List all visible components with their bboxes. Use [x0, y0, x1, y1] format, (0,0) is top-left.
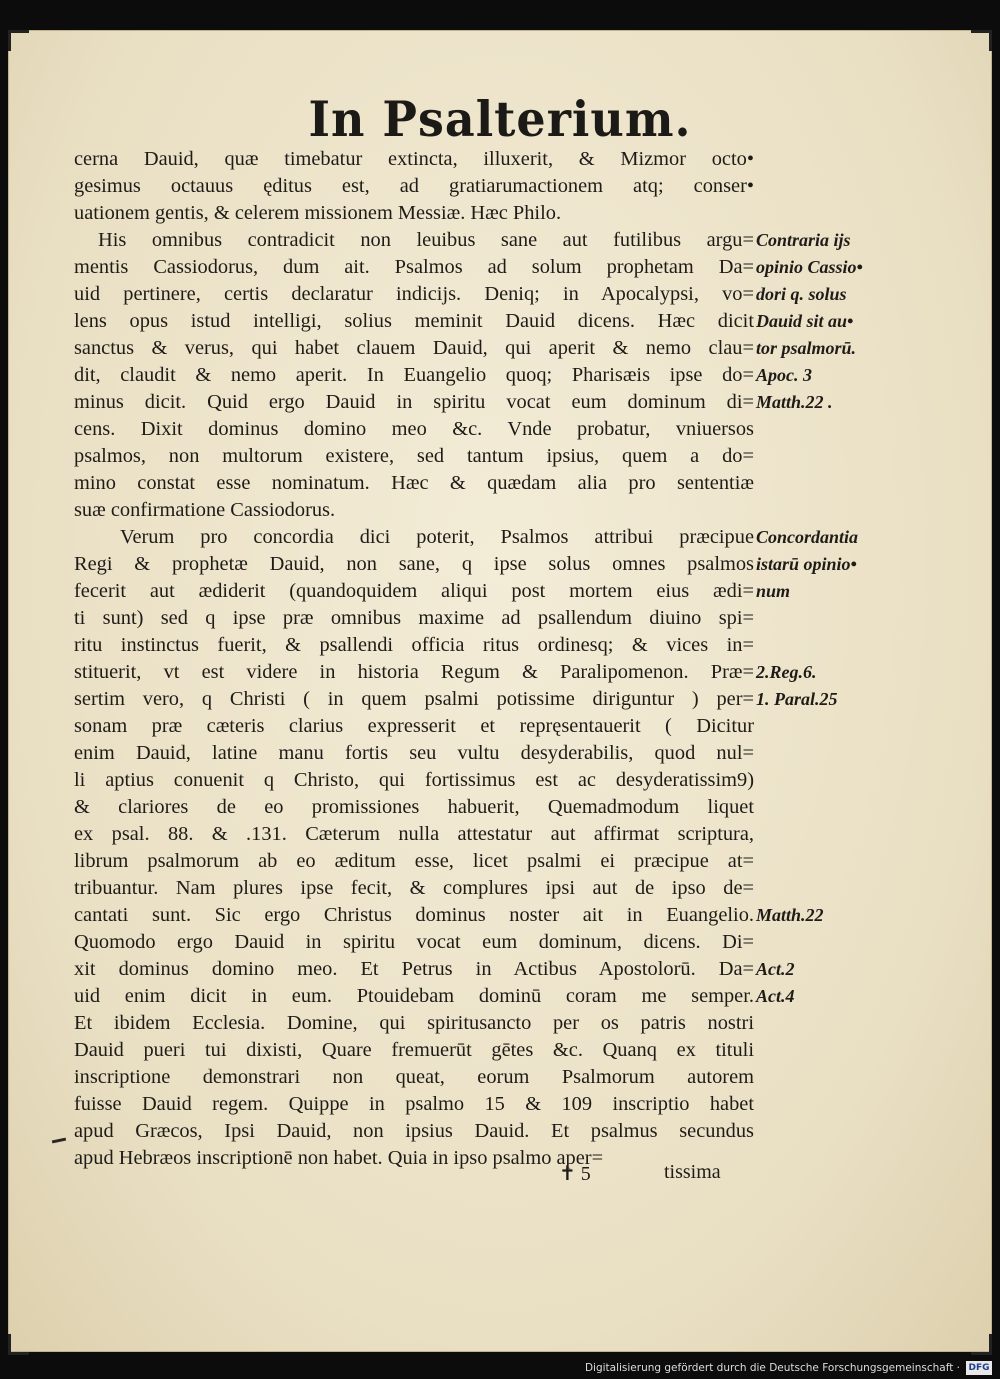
- margin-note: dori q. solus: [756, 284, 847, 304]
- text-line: psalmos, non multorum existere, sed tantum ipsius, quem a do=: [74, 445, 754, 467]
- text-line: cantati sunt. Sic ergo Christus dominus noster ait in Euangelio.: [74, 904, 754, 926]
- margin-note: istarū opinio•: [756, 554, 857, 574]
- margin-note: opinio Cassio•: [756, 257, 863, 277]
- funding-note: Digitalisierung gefördert durch die Deutsche Forschungsgemeinschaft ·: [584, 1362, 960, 1374]
- text-line: stituerit, vt est videre in historia Regum & Paralipomenon. Præ=: [74, 661, 754, 683]
- text-line: li aptius conuenit q Christo, qui fortissimus est ac desyderatissim9): [74, 769, 754, 791]
- text-line: librum psalmorum ab eo æditum esse, licet psalmi ei præcipue at=: [74, 850, 754, 872]
- text-line: uationem gentis, & celerem missionem Messiæ. Hæc Philo.: [74, 202, 562, 224]
- text-line: apud Græcos, Ipsi Dauid, non ipsius Dauid. Et psalmus secundus: [74, 1120, 754, 1142]
- margin-note: Act.4: [756, 986, 795, 1006]
- text-line: Verum pro concordia dici poterit, Psalmos attribui præcipue: [120, 526, 754, 548]
- text-line: fecerit aut ædiderit (quandoquidem aliqui post mortem eius ædi=: [74, 580, 754, 602]
- text-line: minus dicit. Quid ergo Dauid in spiritu vocat eum dominum di=: [74, 391, 754, 413]
- text-line: Et ibidem Ecclesia. Domine, qui spiritusancto per os patris nostri: [74, 1012, 754, 1034]
- catchword: tissima: [664, 1161, 721, 1183]
- text-line: tribuantur. Nam plures ipse fecit, & complures ipsi aut de ipso de=: [74, 877, 754, 899]
- text-line: gesimus octauus ęditus est, ad gratiarumactionem atq; conser•: [74, 175, 754, 197]
- crop-mark-top-left: [8, 30, 29, 51]
- text-line: enim Dauid, latine manu fortis seu vultu desyderabilis, quod nul=: [74, 742, 754, 764]
- text-line: ritu instinctus fuerit, & psallendi officia ritus ordinesq; & vices in=: [74, 634, 754, 656]
- text-line: dit, claudit & nemo aperit. In Euangelio quoq; Pharisæis ipse do=: [74, 364, 754, 386]
- margin-note: 2.Reg.6.: [756, 662, 817, 682]
- margin-note: Dauid sit au•: [756, 311, 854, 331]
- crop-mark-bottom-left: [8, 1334, 29, 1355]
- text-line: uid pertinere, certis declaratur indicijs. Deniq; in Apocalypsi, vo=: [74, 283, 754, 305]
- text-line: mentis Cassiodorus, dum ait. Psalmos ad solum prophetam Da=: [74, 256, 754, 278]
- text-line: sanctus & verus, qui habet clauem Dauid, qui aperit & nemo clau=: [74, 337, 754, 359]
- signature-mark: ✝ 5: [559, 1163, 591, 1185]
- crop-mark-bottom-right: [971, 1334, 992, 1355]
- margin-note: num: [756, 581, 791, 601]
- margin-note: Apoc. 3: [756, 365, 812, 385]
- text-line: ex psal. 88. & .131. Cæterum nulla attestatur aut affirmat scriptura,: [74, 823, 754, 845]
- text-line: & clariores de eo promissiones habuerit, Quemadmodum liquet: [74, 796, 754, 818]
- text-line: ti sunt) sed q ipse præ omnibus maxime ad psallendum diuino spi=: [74, 607, 754, 629]
- text-line: cerna Dauid, quæ timebatur extincta, illuxerit, & Mizmor octo•: [74, 148, 754, 170]
- text-line: uid enim dicit in eum. Ptouidebam dominū coram me semper.: [74, 985, 754, 1007]
- text-line: inscriptione demonstrari non queat, eorum Psalmorum autorem: [74, 1066, 754, 1088]
- text-line: mino constat esse nominatum. Hæc & quædam alia pro sententiæ: [74, 472, 754, 494]
- running-header: In Psalterium.: [308, 90, 692, 148]
- margin-note: Matth.22: [756, 905, 824, 925]
- dfg-logo: DFG: [966, 1361, 992, 1375]
- text-line: Dauid pueri tui dixisti, Quare fremuerūt gētes &c. Quanq ex tituli: [74, 1039, 754, 1061]
- signature-line: [74, 1161, 754, 1188]
- text-line: Quomodo ergo Dauid in spiritu vocat eum dominum, dicens. Di=: [74, 931, 754, 953]
- margin-note: 1. Paral.25: [756, 689, 838, 709]
- body-text: [74, 146, 754, 1172]
- text-line: lens opus istud intelligi, solius meminit Dauid dicens. Hæc dicit: [74, 310, 754, 332]
- text-line: Regi & prophetæ Dauid, non sane, q ipse solus omnes psalmos: [74, 553, 754, 575]
- text-line: sonam præ cæteris clarius expresserit et repręsentauerit ( Dicitur: [74, 715, 754, 737]
- text-line: xit dominus domino meo. Et Petrus in Actibus Apostolorū. Da=: [74, 958, 754, 980]
- margin-note: Concordantia: [756, 527, 859, 547]
- margin-note: tor psalmorū.: [756, 338, 857, 358]
- text-line: cens. Dixit dominus domino meo &c. Vnde probatur, vniuersos: [74, 418, 754, 440]
- text-line: suæ confirmatione Cassiodorus.: [74, 499, 336, 521]
- text-line: apud Hebræos inscriptionē non habet. Quia in ipso psalmo aper=: [74, 1147, 604, 1169]
- margin-note: Act.2: [756, 959, 795, 979]
- footer-bar: [0, 1358, 1000, 1379]
- margin-note: Contraria ijs: [756, 230, 851, 250]
- text-line: fuisse Dauid regem. Quippe in psalmo 15 & 109 inscriptio habet: [74, 1093, 754, 1115]
- crop-mark-top-right: [971, 30, 992, 51]
- text-line: sertim vero, q Christi ( in quem psalmi potissime diriguntur ) per=: [74, 688, 754, 710]
- margin-note: Matth.22 .: [756, 392, 833, 412]
- text-line: His omnibus contradicit non leuibus sane aut futilibus argu=: [98, 229, 754, 251]
